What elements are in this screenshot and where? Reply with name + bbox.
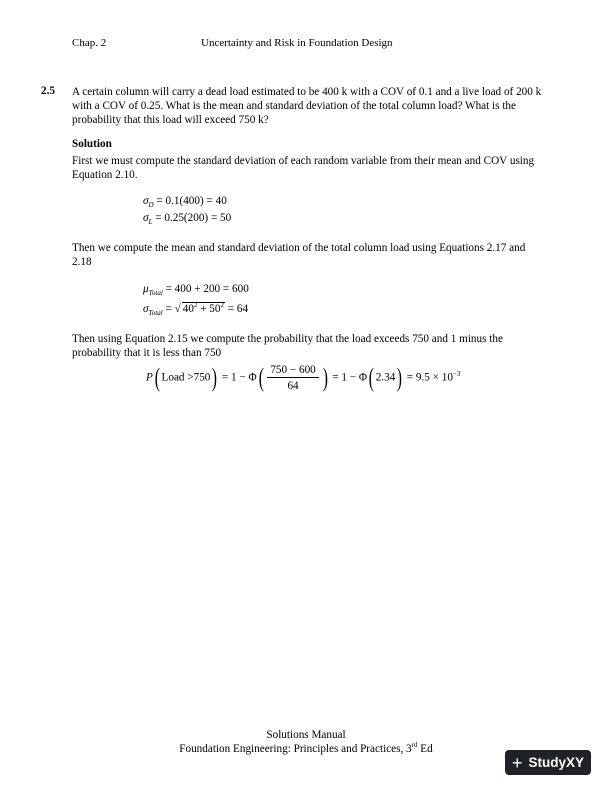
solution-para-3: Then using Equation 2.15 we compute the probability that the load exceeds 750 and 1 minus the probability that it is less than 750 [72,333,503,359]
equation-prob-result: = 9.5 × 10 [406,371,453,384]
header-chapter: Chap. 2 [72,37,107,49]
equation-sigma-d: $\sigma_D = 0.1(400) = 40$ [143,195,227,209]
plus-icon: + [512,752,523,773]
footer-edition-sup: rd [411,741,418,749]
equation-sigma-total-rhs: = 64 [227,303,249,315]
equation-prob-mid-2: = 1 − Φ [332,371,368,384]
equation-sigma-d-rhs: = 0.1(400) = 40 [156,195,227,207]
equation-probability: P( Load >750) = 1 − Φ( $\frac{750 - 600}{64}$ ) = 1 − Φ( $2.34) = 9.5 \times 10^{-3}$ [146,363,461,392]
equation-prob-fraction [267,364,318,392]
equation-sigma-l-rhs: = 0.25(200) = 50 [155,212,232,224]
problem-text: A certain column will carry a dead load estimated to be 400 k with a COV of 0.1 and a live load of 200 k with a COV of 0.25. What is the mean and standard deviation of the total column load? What is the probability that this load will exceed 750 k? [72,86,542,126]
studyxy-badge[interactable] [505,750,591,775]
fraction-denominator: 64 [287,380,299,392]
solution-para-1: First we must compute the standard deviation of each random variable from their mean and COV using Equation 2.10. [72,155,535,181]
fraction-numerator: 750 − 600 [267,364,318,378]
footer-line-1: Solutions Manual [266,729,346,741]
equation-sigma-l: $\sigma_L = 0.25(200) = 50$ [143,212,232,226]
problem-number: 2.5 [41,85,55,97]
equation-mu-total: $\mu_{Total} = 400 + 200 = 600$ [143,283,249,297]
solution-heading: Solution [72,138,112,150]
solution-para-2: Then we compute the mean and standard deviation of the total column load using Equations 2.17 and 2.18 [72,242,526,268]
equation-mu-total-rhs: = 400 + 200 = 600 [165,283,249,295]
footer-book-title: Foundation Engineering: Principles and Practices, 3 [179,743,412,755]
header-title: Uncertainty and Risk in Foundation Design [201,37,393,49]
footer-edition-end: Ed [417,743,433,755]
equation-prob-lhs: Load >750 [161,371,211,384]
studyxy-label: StudyXY [528,755,585,770]
equation-prob-arg: 2.34 [375,371,396,384]
equation-prob-mid: = 1 − Φ [221,371,257,384]
equation-sigma-total: $\sigma_{Total}$ = √ $40^2 + 50^2 = 64$ [143,301,249,317]
